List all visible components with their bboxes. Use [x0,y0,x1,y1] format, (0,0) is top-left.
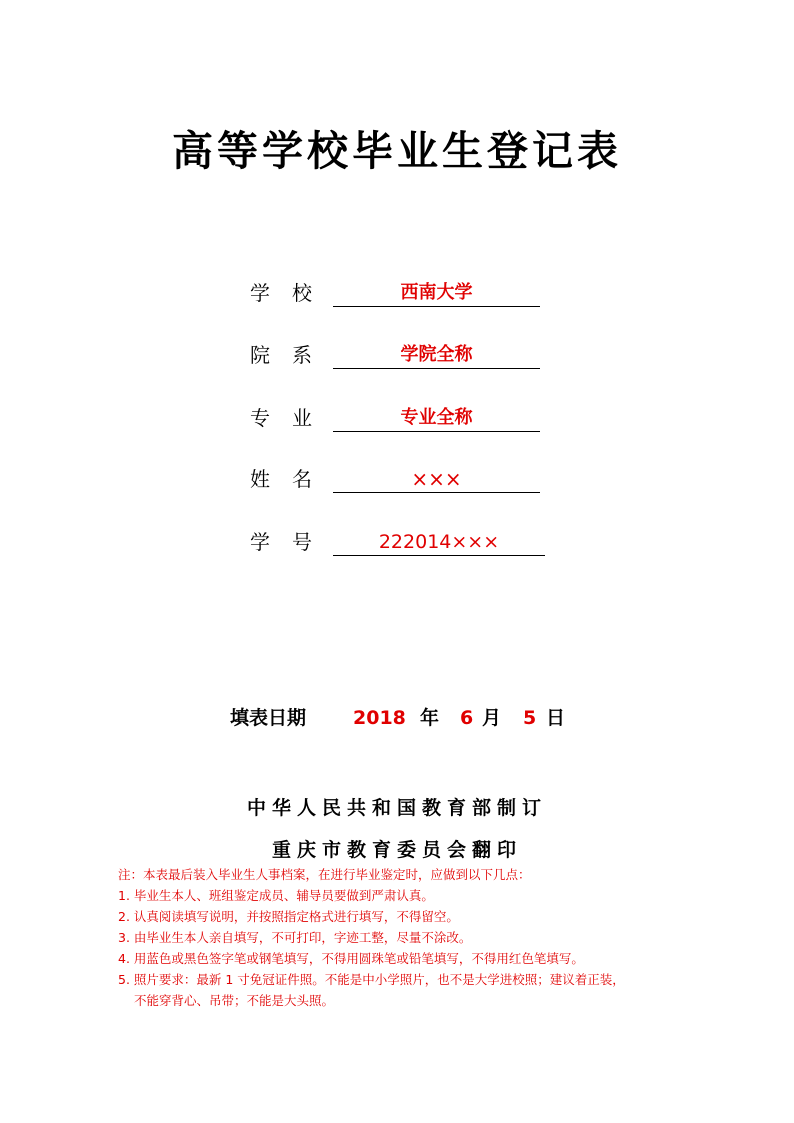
field-label: 姓 名 [250,467,312,491]
underline [333,306,540,307]
department-value[interactable]: 学院全称 [400,344,473,365]
note-item-continued: 不能穿背心、吊带；不能是大头照。 [134,993,335,1008]
field-label: 学 号 [250,530,312,554]
field-school [0,276,794,310]
issuer-line-1: 中华人民共和国教育部制订 [246,797,547,819]
note-heading: 注：本表最后装入毕业生人事档案，在进行毕业鉴定时，应做到以下几点： [118,867,531,882]
school-value[interactable]: 西南大学 [400,282,473,303]
student-id-value[interactable]: 222014××× [378,531,500,553]
note-item: 2. 认真阅读填写说明，并按照指定格式进行填写，不得留空。 [118,909,459,924]
issuer-line-2: 重庆市教育委员会翻印 [271,839,522,861]
month-unit: 月 [482,707,502,729]
note-item: 4. 用蓝色或黑色签字笔或钢笔填写，不得用圆珠笔或铅笔填写，不得用红色笔填写。 [118,951,584,966]
field-label: 学 校 [250,281,312,305]
underline [333,368,540,369]
year-unit: 年 [420,707,440,729]
date-day[interactable]: 5 [523,707,537,729]
field-student-id [0,525,794,559]
underline [333,555,545,556]
note-item: 5. 照片要求：最新 1 寸免冠证件照。不能是中小学照片，也不是大学进校照；建议着正装， [118,972,625,987]
date-label: 填表日期 [230,707,307,729]
field-name [0,462,794,496]
notes-block [118,864,718,1011]
note-item: 1. 毕业生本人、班组鉴定成员、辅导员要做到严肃认真。 [118,888,434,903]
underline [333,431,540,432]
day-unit: 日 [546,707,566,729]
field-department [0,338,794,372]
date-year[interactable]: 2018 [353,707,406,729]
field-major [0,401,794,435]
note-item: 3. 由毕业生本人亲自填写，不可打印，字迹工整，尽量不涂改。 [118,930,472,945]
date-month[interactable]: 6 [460,707,474,729]
major-value[interactable]: 专业全称 [400,407,473,428]
name-value[interactable]: ××× [411,467,462,491]
field-label: 专 业 [250,406,312,430]
page-title: 高等学校毕业生登记表 [172,127,622,175]
underline [333,492,540,493]
field-label: 院 系 [250,343,312,367]
